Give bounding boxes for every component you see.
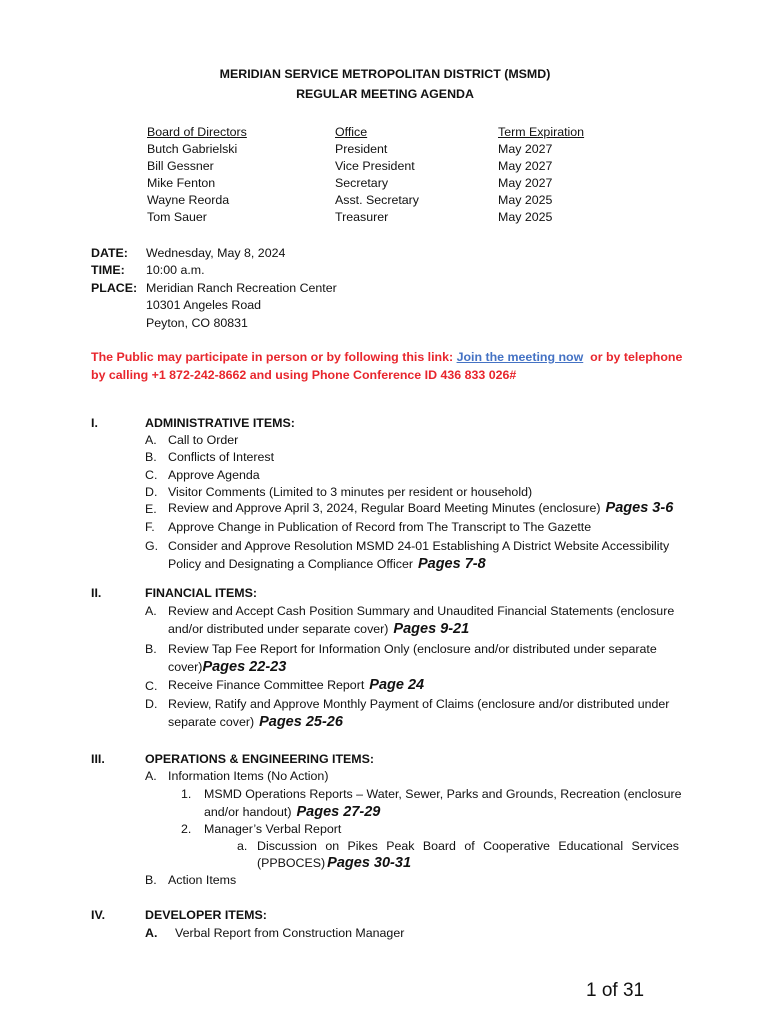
item-letter: A. (145, 433, 157, 447)
board-director-name: Mike Fenton (147, 176, 216, 190)
subitem-ppboces-cont (257, 855, 411, 872)
board-director-name: Tom Sauer (147, 210, 207, 224)
item-resolution-cont (168, 556, 486, 573)
item-letter: D. (145, 697, 158, 711)
board-term: May 2027 (498, 142, 553, 156)
item-text: (PPBOCES) (257, 856, 326, 870)
board-term: May 2027 (498, 159, 553, 173)
section-title-operations: OPERATIONS & ENGINEERING ITEMS: (145, 752, 375, 766)
item-letter: A. (145, 769, 157, 783)
item-letter: A. (145, 926, 158, 940)
board-header-office: Office (335, 125, 368, 139)
item-tap-fee-cont (168, 659, 286, 676)
item-text: and/or distributed under separate cover) (168, 622, 389, 636)
page-reference: Pages 9-21 (393, 621, 470, 637)
page-number: 1 of 31 (586, 980, 645, 1001)
page-reference: Pages 27-29 (296, 804, 381, 820)
date-label: DATE: (91, 246, 128, 260)
agenda-subtitle: REGULAR MEETING AGENDA (296, 87, 474, 101)
public-notice-text-after: or by telephone (583, 350, 683, 364)
subitem-operations-reports: MSMD Operations Reports – Water, Sewer, Parks and Grounds, Recreation (enclosure (204, 787, 682, 801)
section-number: IV. (91, 908, 106, 922)
board-director-name: Wayne Reorda (147, 193, 230, 207)
item-construction-manager: Verbal Report from Construction Manager (175, 926, 405, 940)
board-office: Vice President (335, 159, 415, 173)
item-text: Policy and Designating a Compliance Officer (168, 557, 413, 571)
subitem-ppboces: Discussion on Pikes Peak Board of Cooperative Educational Services (257, 839, 679, 853)
board-term: May 2025 (498, 210, 553, 224)
item-letter: F. (145, 520, 155, 534)
item-letter: B. (145, 450, 157, 464)
item-change-publication: Approve Change in Publication of Record from The Transcript to The Gazette (168, 520, 592, 534)
subitem-letter: a. (237, 839, 248, 853)
item-text: Receive Finance Committee Report (168, 678, 365, 692)
item-text: Review and Approve April 3, 2024, Regular Board Meeting Minutes (enclosure) (168, 501, 601, 515)
board-director-name: Bill Gessner (147, 159, 214, 173)
time-label: TIME: (91, 263, 125, 277)
section-number: I. (91, 416, 98, 430)
page-reference: Pages 25-26 (259, 714, 343, 730)
item-letter: C. (145, 679, 158, 693)
item-finance-committee (168, 677, 424, 694)
board-office: Asst. Secretary (335, 193, 420, 207)
board-office: Secretary (335, 176, 389, 190)
meeting-date: Wednesday, May 8, 2024 (146, 246, 286, 260)
subitem-number: 2. (181, 822, 192, 836)
item-visitor-comments: Visitor Comments (Limited to 3 minutes per resident or household) (168, 485, 533, 499)
board-office: Treasurer (335, 210, 389, 224)
meeting-place-line: Peyton, CO 80831 (146, 316, 248, 330)
item-cash-position: Review and Accept Cash Position Summary and Unaudited Financial Statements (enclosure (168, 604, 675, 618)
board-term: May 2025 (498, 193, 553, 207)
item-letter: G. (145, 539, 159, 553)
item-conflicts: Conflicts of Interest (168, 450, 275, 464)
item-letter: E. (145, 502, 157, 516)
item-letter: B. (145, 642, 157, 656)
item-tap-fee: Review Tap Fee Report for Information Only (enclosure and/or distributed under separate (168, 642, 657, 656)
board-header-directors: Board of Directors (147, 125, 247, 139)
public-notice-text: The Public may participate in person or by following this link: (91, 350, 457, 364)
public-notice-line1 (91, 350, 682, 364)
item-text: cover) (168, 660, 203, 674)
item-letter: D. (145, 485, 158, 499)
item-approve-minutes (168, 500, 673, 517)
page-reference: Pages 3-6 (605, 500, 674, 516)
section-number: III. (91, 752, 105, 766)
item-letter: A. (145, 604, 157, 618)
item-letter: C. (145, 468, 158, 482)
item-text: separate cover) (168, 715, 255, 729)
board-header-term: Term Expiration (498, 125, 585, 139)
subitem-managers-report: Manager’s Verbal Report (204, 822, 342, 836)
meeting-place-line: Meridian Ranch Recreation Center (146, 281, 337, 295)
public-notice-line2: by calling +1 872-242-8662 and using Phone Conference ID 436 833 026# (91, 368, 517, 382)
item-letter: B. (145, 873, 157, 887)
item-cash-position-cont (168, 621, 469, 638)
section-title-administrative: ADMINISTRATIVE ITEMS: (145, 416, 295, 430)
page-reference: Pages 30-31 (327, 855, 412, 871)
subitem-number: 1. (181, 787, 192, 801)
item-call-to-order: Call to Order (168, 433, 239, 447)
item-resolution: Consider and Approve Resolution MSMD 24-01 Establishing A District Website Accessibility (168, 539, 670, 553)
agenda-title: MERIDIAN SERVICE METROPOLITAN DISTRICT (MSMD) (219, 67, 551, 81)
section-title-developer: DEVELOPER ITEMS: (145, 908, 267, 922)
page-reference: Page 24 (369, 677, 425, 693)
meeting-place-line: 10301 Angeles Road (146, 298, 262, 312)
place-label: PLACE: (91, 281, 138, 295)
item-information-items: Information Items (No Action) (168, 769, 329, 783)
meeting-time: 10:00 a.m. (146, 263, 205, 277)
board-office: President (335, 142, 388, 156)
board-term: May 2027 (498, 176, 553, 190)
item-claims-cont (168, 714, 343, 731)
board-director-name: Butch Gabrielski (147, 142, 238, 156)
item-approve-agenda: Approve Agenda (168, 468, 260, 482)
item-claims: Review, Ratify and Approve Monthly Payment of Claims (enclosure and/or distributed under (168, 697, 670, 711)
item-text: and/or handout) (204, 805, 292, 819)
subitem-operations-reports-cont (204, 804, 380, 821)
page-reference: Pages 22-23 (202, 659, 287, 675)
page-reference: Pages 7-8 (417, 556, 486, 572)
section-title-financial: FINANCIAL ITEMS: (145, 586, 257, 600)
section-number: II. (91, 586, 102, 600)
join-meeting-link[interactable]: Join the meeting now (456, 350, 584, 364)
item-action-items: Action Items (168, 873, 237, 887)
